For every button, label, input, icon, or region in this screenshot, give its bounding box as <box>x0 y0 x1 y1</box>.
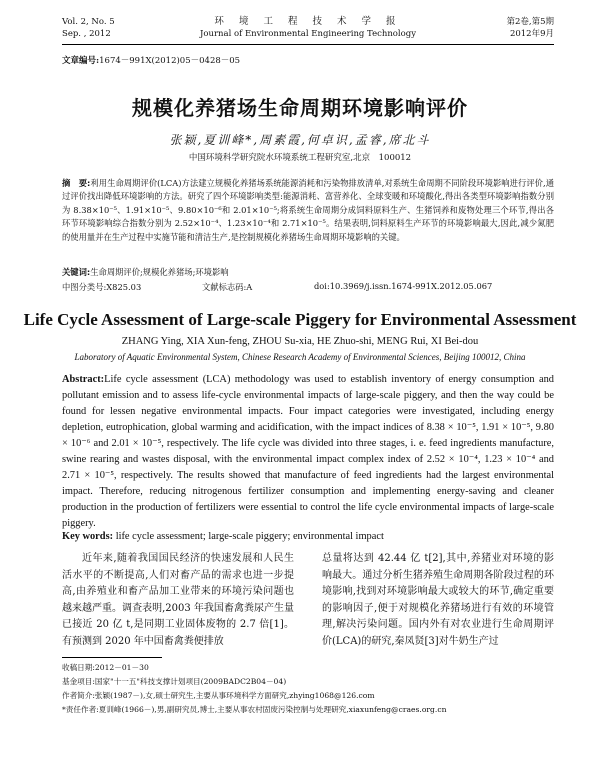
volume-number: Vol. 2, No. 5 <box>62 17 115 27</box>
abstract-cn-text: 利用生命周期评价(LCA)方法建立规模化养猪场系统能源消耗和污染物排放清单,对系统生命周期不同阶段环境影响进行评价,通过评价找出降低环境影响的方法。研究了四个环境影响类型:能源消耗、富营养化、全球变暖和环境酸化,得出各类型环境影响指数分别为 8.38×10⁻⁵、1.91×10⁻⁵、9.80×10⁻⁶和 2.01×10⁻⁵;将系统生命周期分成饲料原料生产、生猪饲养和废物处理三个环节,得出各环节环境影响综合指数分别为 2.52×10⁻⁴、1.23×10⁻⁴和 2.71×10⁻⁵。结果表明,饲料原料生产环节的环境影响最大,因此,减少氮肥的使用量并在生产过程中实施节能和清洁生产,是控制规模化养猪场生命周期环境影响的关键。 <box>62 178 554 242</box>
keywords-cn <box>62 266 554 278</box>
header-rule <box>62 44 554 45</box>
abstract-en <box>62 372 554 532</box>
abstract-en-text: Life cycle assessment (LCA) methodology was used to establish inventory of energy consumption and pollutant emission and to assess life-cycle environmental impacts of large-scale piggery, and then the way could be found for lessen negative environmental impacts. Four impact categories were investigated, including energy depletion, eutrophication, global warming and acidification, with the impact indices of 8.38 × 10⁻⁵, 1.91 × 10⁻⁵, 9.80 × 10⁻⁶ and 2.01 × 10⁻⁵, respectively. The life cycle was divided into three stages, i. e. feed ingredients manufacture, swine rearing and wastes disposal, with the environmental impact complex index of 2.52 × 10⁻⁴, 1.23 × 10⁻⁴ and 2.71 × 10⁻⁵, respectively. The results showed that manufacture of feed ingredients had the largest environmental impact. Therefore, reducing nitrogenous fertilizer consumption and implementing energy-saving and cleaner production in the production of fertilizers were essential to control the life cycle environmental impacts of large-scale piggery. <box>62 374 554 529</box>
clc-number: 中图分类号:X825.03 <box>62 282 142 292</box>
keywords-en-text: life cycle assessment; large-scale piggery; environmental impact <box>115 531 384 542</box>
keywords-en-label: Key words: <box>62 531 114 542</box>
article-number-label: 文章编号: <box>62 56 100 66</box>
header-center <box>62 16 554 40</box>
keywords-cn-text: 生命周期评价;规模化养猪场;环境影响 <box>90 267 229 277</box>
article-number-value: 1674－991X(2012)05－0428－05 <box>99 56 241 66</box>
abstract-cn <box>62 177 554 244</box>
affiliation-en: Laboratory of Aquatic Environmental System, Chinese Research Academy of Environmental Sciences, Beijing 100012, China <box>74 352 526 362</box>
footnote-author: 作者简介:张颖(1987－),女,硕士研究生,主要从事环境科学方面研究,zhying1068@126.com <box>62 691 375 700</box>
issue-number-cn: 第2卷,第5期 <box>506 17 554 27</box>
authors-cn: 张颖,夏训峰*,周素霞,何卓识,孟睿,席北斗 <box>169 133 431 147</box>
keywords-en <box>62 531 554 542</box>
issue-date-cn: 2012年9月 <box>509 29 554 39</box>
affiliation-cn: 中国环境科学研究院水环境系统工程研究室,北京 100012 <box>188 153 412 163</box>
abstract-cn-label: 摘 要: <box>62 178 91 188</box>
journal-name-cn: 环 境 工 程 技 术 学 报 <box>214 16 402 27</box>
issue-date-en: Sep. , 2012 <box>62 29 111 39</box>
abstract-en-label: Abstract: <box>62 374 105 385</box>
article-number <box>62 54 240 66</box>
doi: doi:10.3969/j.issn.1674-991X.2012.05.067 <box>314 281 493 291</box>
body-column-right: 总量将达到 42.44 亿 t[2],其中,养猪业对环境的影响最大。通过分析生猪养殖生命周期各阶段过程的环境影响,找到对环境影响最大或较大的环节,确定重要的影响因子,便于对规模化养猪场进行有效的环境管理,解决污染问题。国内外有对农业进行生命周期评价(LCA)的研究,秦凤贤[3]对牛奶生产过 <box>322 553 554 647</box>
footnote-received: 收稿日期:2012－01－30 <box>62 663 149 672</box>
running-header <box>62 16 554 46</box>
body-column-left: 近年来,随着我国国民经济的快速发展和人民生活水平的不断提高,人们对畜产品的需求也进一步提高,由养殖业和畜产品加工业带来的环境污染问题也越来越严重。调查表明,2003 年我国畜禽粪尿产生量已接近 20 亿 t,是同期工业固体废物的 2.7 倍[1]。有预测到 2020 年中国畜禽粪便排放 <box>62 553 294 647</box>
title-cn: 规模化养猪场生命周期环境影响评价 <box>132 96 468 120</box>
journal-name-en: Journal of Environmental Engineering Technology <box>199 29 417 39</box>
header-right <box>506 16 554 40</box>
footnote-rule <box>62 657 162 658</box>
title-en: Life Cycle Assessment of Large-scale Piggery for Environmental Assessment <box>23 310 577 329</box>
keywords-cn-label: 关键词: <box>62 267 91 277</box>
footnote-corresponding: *责任作者:夏训峰(1966－),男,副研究员,博士,主要从事农村固废污染控制与处理研究,xiaxunfeng@craes.org.cn <box>62 705 447 714</box>
document-code: 文献标志码:A <box>202 282 253 292</box>
footnote-fund: 基金项目:国家"十一五"科技支撑计划项目(2009BADC2B04－04) <box>62 677 287 686</box>
authors-en: ZHANG Ying, XIA Xun-feng, ZHOU Su-xia, HE Zhuo-shi, MENG Rui, XI Bei-dou <box>121 336 479 347</box>
